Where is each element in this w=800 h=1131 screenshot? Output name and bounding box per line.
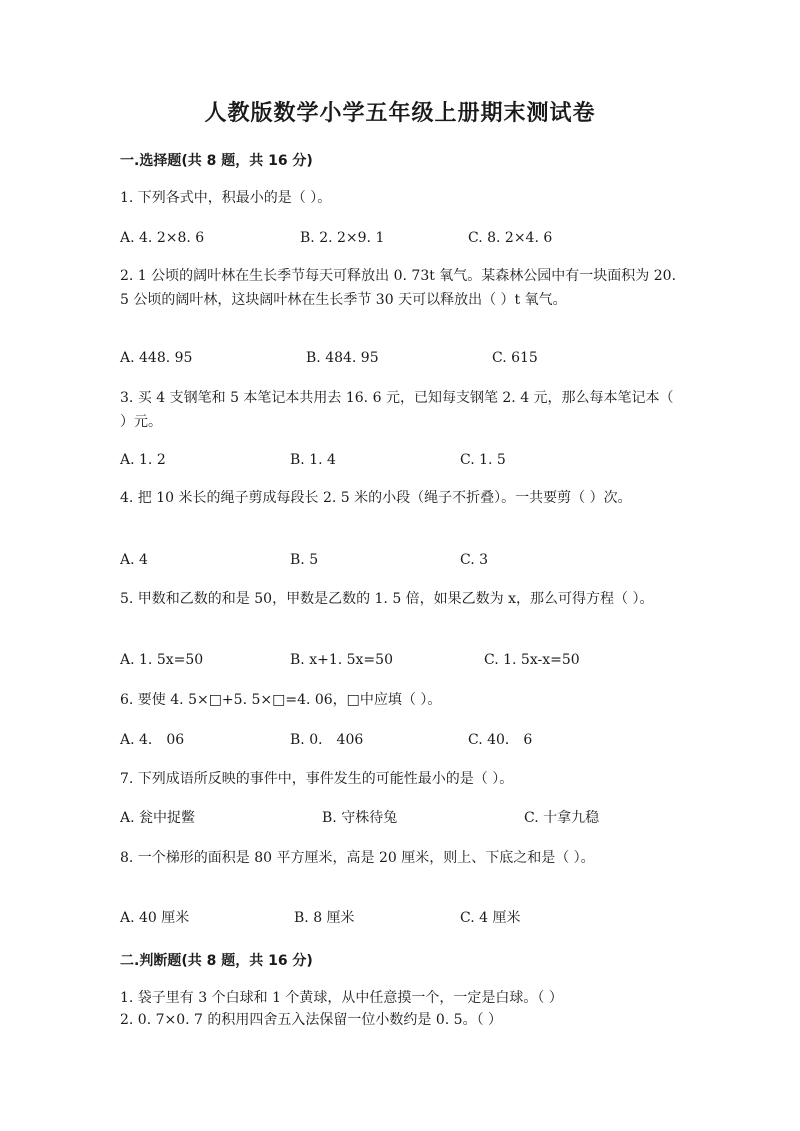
option-b: B. 8 厘米: [294, 910, 355, 926]
question-text: 2. 0. 7×0. 7 的积用四舍五入法保留一位小数约是 0. 5。（ ）: [120, 1012, 503, 1028]
option-b: B. 1. 4: [290, 452, 336, 468]
option-c: C. 3: [460, 552, 489, 568]
option-a: A. 4． 06: [120, 732, 185, 748]
option-a: A. 4: [120, 552, 148, 568]
option-c: C. 4 厘米: [460, 910, 521, 926]
option-b: B. x+1. 5x=50: [290, 652, 393, 668]
section-heading-judgement: 二.判断题(共 8 题，共 16 分): [120, 953, 313, 969]
option-a: A. 40 厘米: [120, 910, 190, 926]
question-text: 4. 把 10 米长的绳子剪成每段长 2. 5 米的小段（绳子不折叠）。一共要剪（ ）次。: [120, 490, 632, 506]
question-text: 1. 下列各式中，积最小的是（ ）。: [120, 190, 332, 206]
option-c: C. 1. 5x-x=50: [484, 652, 580, 668]
option-b: B. 守株待兔: [322, 810, 398, 826]
page-title: 人教版数学小学五年级上册期末测试卷: [204, 100, 596, 126]
section-heading-choice: 一.选择题(共 8 题，共 16 分): [120, 153, 313, 169]
question-text: 2. 1 公顷的阔叶林在生长季节每天可释放出 0. 73t 氧气。某森林公园中有一块面积为 20. 5 公顷的阔叶林，这块阔叶林在生长季节 30 天可以释放出（ ）t 氧气。: [120, 268, 677, 308]
option-c: C. 40． 6: [468, 732, 533, 748]
option-a: A. 1. 2: [120, 452, 166, 468]
question-text: 5. 甲数和乙数的和是 50，甲数是乙数的 1. 5 倍，如果乙数为 x，那么可得方程（ ）。: [120, 591, 654, 607]
question-text: 7. 下列成语所反映的事件中，事件发生的可能性最小的是（ ）。: [120, 771, 514, 787]
question-text: 3. 买 4 支钢笔和 5 本笔记本共用去 16. 6 元，已知每支钢笔 2. 4 元，那么每本笔记本（ ）元。: [120, 390, 674, 430]
option-a: A. 瓮中捉鳖: [120, 810, 196, 826]
option-b: B. 5: [290, 552, 319, 568]
question-text: 6. 要使 4. 5×□+5. 5×□=4. 06，□中应填（ ）。: [120, 692, 442, 708]
option-b: B. 0． 406: [290, 732, 364, 748]
option-c: C. 615: [492, 350, 538, 366]
option-a: A. 4. 2×8. 6: [120, 230, 205, 246]
option-c: C. 1. 5: [460, 452, 506, 468]
option-a: A. 448. 95: [120, 350, 193, 366]
option-c: C. 8. 2×4. 6: [468, 230, 553, 246]
question-text: 8. 一个梯形的面积是 80 平方厘米，高是 20 厘米，则上、下底之和是（ ）。: [120, 850, 595, 866]
question-text: 1. 袋子里有 3 个白球和 1 个黄球，从中任意摸一个，一定是白球。（ ）: [120, 990, 563, 1006]
option-b: B. 484. 95: [306, 350, 379, 366]
option-c: C. 十拿九稳: [524, 810, 600, 826]
option-b: B. 2. 2×9. 1: [300, 230, 385, 246]
option-a: A. 1. 5x=50: [120, 652, 204, 668]
